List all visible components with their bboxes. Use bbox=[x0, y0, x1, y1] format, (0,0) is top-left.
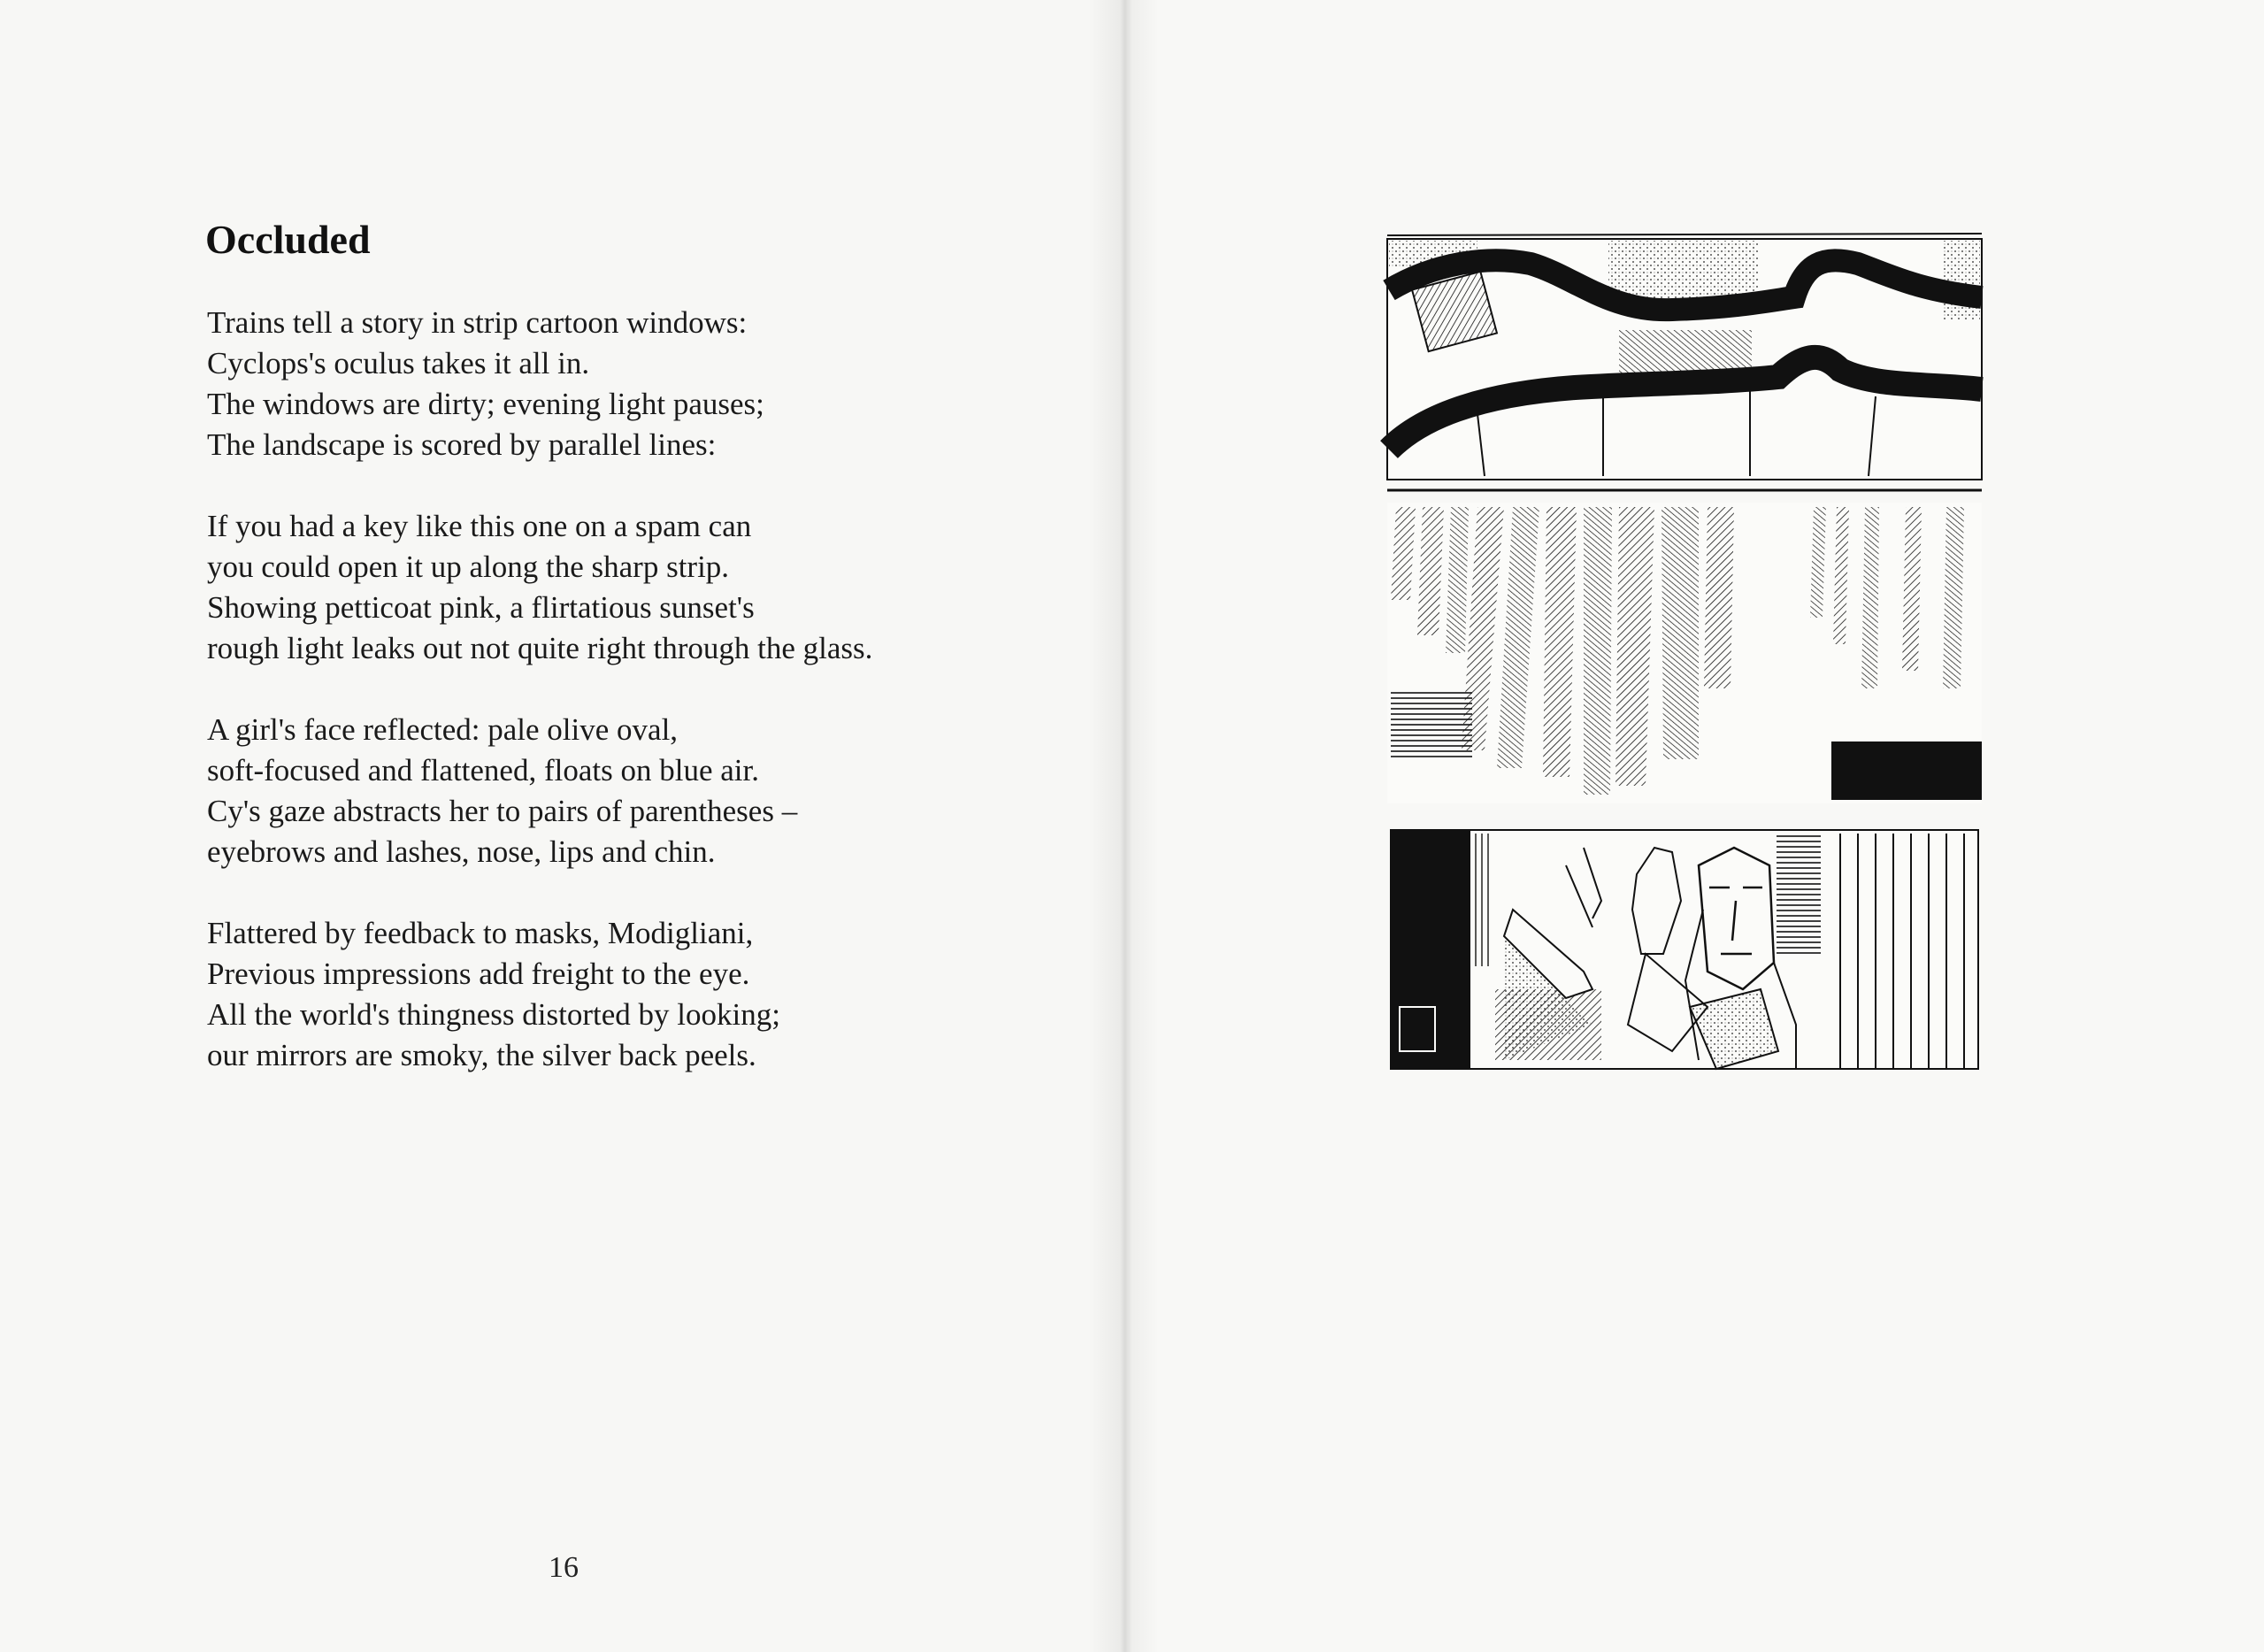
left-page bbox=[0, 0, 1125, 1652]
panel-hatched-strokes bbox=[1387, 490, 1982, 803]
stanza-4 bbox=[207, 913, 872, 1076]
panel-landscape bbox=[1387, 234, 1982, 480]
stanza-2 bbox=[207, 506, 872, 669]
poem-line: our mirrors are smoky, the silver back peels. bbox=[207, 1038, 756, 1072]
poem-line: The windows are dirty; evening light pauses; bbox=[207, 387, 764, 421]
page-number: 16 bbox=[549, 1551, 579, 1584]
book-gutter bbox=[1088, 0, 1159, 1652]
panel-figure bbox=[1391, 830, 1978, 1069]
pen-ink-illustration bbox=[1380, 228, 1991, 1078]
poem-line: A girl's face reflected: pale olive oval, bbox=[207, 712, 679, 747]
poem-line: Showing petticoat pink, a flirtatious sunset's bbox=[207, 590, 755, 625]
poem-line: Previous impressions add freight to the eye. bbox=[207, 957, 750, 991]
poem-line: rough light leaks out not quite right through the glass. bbox=[207, 631, 873, 665]
stanza-1 bbox=[207, 303, 872, 465]
poem-line: eyebrows and lashes, nose, lips and chin. bbox=[207, 834, 716, 869]
poem-title: Occluded bbox=[205, 217, 371, 262]
poem-line: Flattered by feedback to masks, Modigliani, bbox=[207, 916, 754, 950]
poem-body bbox=[207, 303, 872, 1117]
poem-line: soft-focused and flattened, floats on blue air. bbox=[207, 753, 759, 788]
poem-line: Cy's gaze abstracts her to pairs of parentheses – bbox=[207, 794, 798, 828]
poem-line: you could open it up along the sharp strip. bbox=[207, 549, 730, 584]
poem-line: The landscape is scored by parallel lines: bbox=[207, 427, 717, 462]
stanza-3 bbox=[207, 710, 872, 872]
poem-line: Trains tell a story in strip cartoon windows: bbox=[207, 305, 748, 340]
poem-line: All the world's thingness distorted by looking; bbox=[207, 997, 780, 1032]
poem-line: If you had a key like this one on a spam can bbox=[207, 509, 752, 543]
poem-line: Cyclops's oculus takes it all in. bbox=[207, 346, 590, 380]
